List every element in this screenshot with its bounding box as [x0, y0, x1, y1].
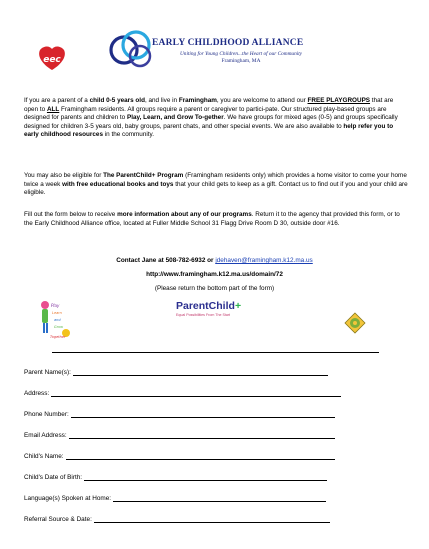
parentchild-tagline: Equal Possibilities From The Start — [176, 313, 231, 317]
form-label: Language(s) Spoken at Home: — [24, 495, 112, 502]
svg-text:Learn: Learn — [52, 311, 62, 315]
form-input-line[interactable] — [94, 515, 330, 523]
form-row — [24, 368, 328, 376]
return-note: (Please return the bottom part of the form) — [154, 285, 275, 292]
eec-logo-text: eec — [43, 55, 61, 65]
badge-seal-icon — [344, 312, 366, 334]
svg-text:Grow: Grow — [54, 325, 64, 329]
intro-paragraph: If you are a parent of a child 0-5 years old, and live in Framingham, you are welcome to attend our FREE PLAYGROUPS that are open to ALL Framingham residents. All groups require a parent or caregiver to partici-pate. Our structured play-based groups are designed for parents and children to Play, Learn, and Grow To-gether. We have groups for mixed ages (0-5) and groups specifically designed for children 3-5 years old, baby groups, parent chats, and other special events. We are also available to help refer you to early childhood resources in the community. — [24, 97, 398, 139]
org-location: Framingham, MA — [221, 58, 261, 64]
parentchild-paragraph: You may also be eligible for The ParentChild+ Program (Framingham residents only) which provides a home visitor to come your home twice a week with free educational books and toys that your child gets to keep as a gift. Contact us to find out if you and your child are eligible. — [24, 172, 408, 197]
form-row — [24, 410, 335, 418]
form-row — [24, 515, 330, 523]
form-label: Child's Date of Birth: — [24, 474, 83, 481]
form-input-line[interactable] — [113, 494, 326, 502]
form-row — [24, 452, 335, 460]
email-link[interactable]: jdehaven@framingham.k12.ma.us — [215, 257, 313, 264]
eec-logo — [34, 44, 74, 72]
form-label: Parent Name(s): — [24, 369, 71, 376]
form-input-line[interactable] — [73, 368, 328, 376]
svg-text:and: and — [54, 318, 61, 322]
form-row — [24, 494, 326, 502]
website-url[interactable]: http://www.framingham.k12.ma.us/domain/72 — [146, 271, 283, 278]
form-label: Child's Name: — [24, 453, 64, 460]
separator-line — [52, 352, 379, 353]
form-input-line[interactable] — [51, 389, 341, 397]
form-label: Email Address: — [24, 432, 67, 439]
form-label: Referral Source & Date: — [24, 516, 92, 523]
org-name: EARLY CHILDHOOD ALLIANCE — [152, 38, 304, 48]
parentchild-logo — [176, 300, 241, 317]
form-input-line[interactable] — [71, 410, 335, 418]
header — [0, 0, 429, 92]
org-tagline: Uniting for Young Children...the Heart of our Community — [179, 51, 303, 57]
svg-text:Play: Play — [51, 303, 60, 308]
play-learn-grow-logo — [36, 297, 76, 341]
form-input-line[interactable] — [69, 431, 335, 439]
form-label: Phone Number: — [24, 411, 69, 418]
alliance-rings-icon — [106, 26, 160, 74]
form-row — [24, 473, 327, 481]
form-input-line[interactable] — [66, 452, 335, 460]
parentchild-logo-text: ParentChild — [176, 300, 235, 312]
form-input-line[interactable] — [84, 473, 327, 481]
form-row — [24, 431, 335, 439]
plus-icon: + — [234, 300, 242, 312]
instructions-paragraph: Fill out the form below to receive more information about any of our programs. Return it to the agency that provided this form, or to the Early Childhood Alliance office, located at Fuller Middle School 31 Flagg Drive Room D 30, outside door #16. — [24, 211, 400, 227]
form-row — [24, 389, 341, 397]
svg-text:Together: Together — [50, 335, 66, 339]
form-label: Address: — [24, 390, 50, 397]
contact-line: Contact Jane at 508-782-6932 or jdehaven@framingham.k12.ma.us — [116, 257, 313, 264]
